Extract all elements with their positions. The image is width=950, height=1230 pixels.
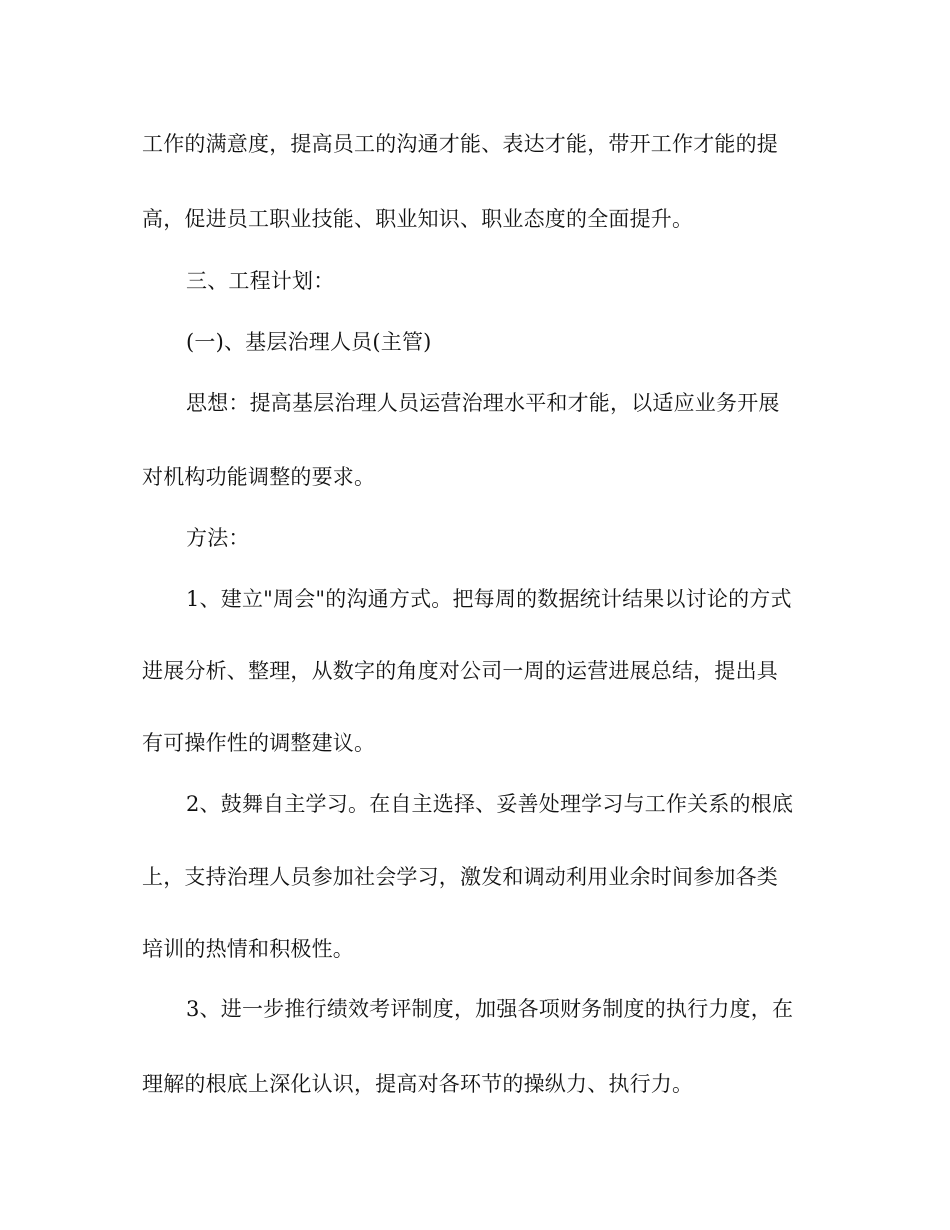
paragraph-line: 上，支持治理人员参加社会学习，激发和调动利用业余时间参加各类 — [142, 865, 778, 889]
method-heading: 方法： — [186, 526, 250, 550]
list-item: 1、建立"周会"的沟通方式。把每周的数据统计结果以讨论的方式 — [186, 587, 792, 611]
subsection-heading: (一)、基层治理人员(主管) — [186, 330, 432, 354]
list-item: 3、进一步推行绩效考评制度，加强各项财务制度的执行力度，在 — [186, 997, 794, 1021]
paragraph-line: 培训的热情和积极性。 — [142, 937, 354, 961]
paragraph-line: 高，促进员工职业技能、职业知识、职业态度的全面提升。 — [142, 207, 694, 231]
paragraph-line: 理解的根底上深化认识，提高对各环节的操纵力、执行力。 — [142, 1072, 694, 1096]
paragraph-line: 进展分析、整理，从数字的角度对公司一周的运营进展总结，提出具 — [142, 659, 778, 683]
paragraph-line: 思想：提高基层治理人员运营治理水平和才能，以适应业务开展 — [186, 391, 780, 415]
paragraph-line: 对机构功能调整的要求。 — [142, 465, 376, 489]
list-item: 2、鼓舞自主学习。在自主选择、妥善处理学习与工作关系的根底 — [186, 792, 794, 816]
paragraph-line: 有可操作性的调整建议。 — [142, 731, 376, 755]
section-heading: 三、工程计划： — [186, 269, 335, 293]
paragraph-line: 工作的满意度，提高员工的沟通才能、表达才能，带开工作才能的提 — [142, 132, 778, 156]
